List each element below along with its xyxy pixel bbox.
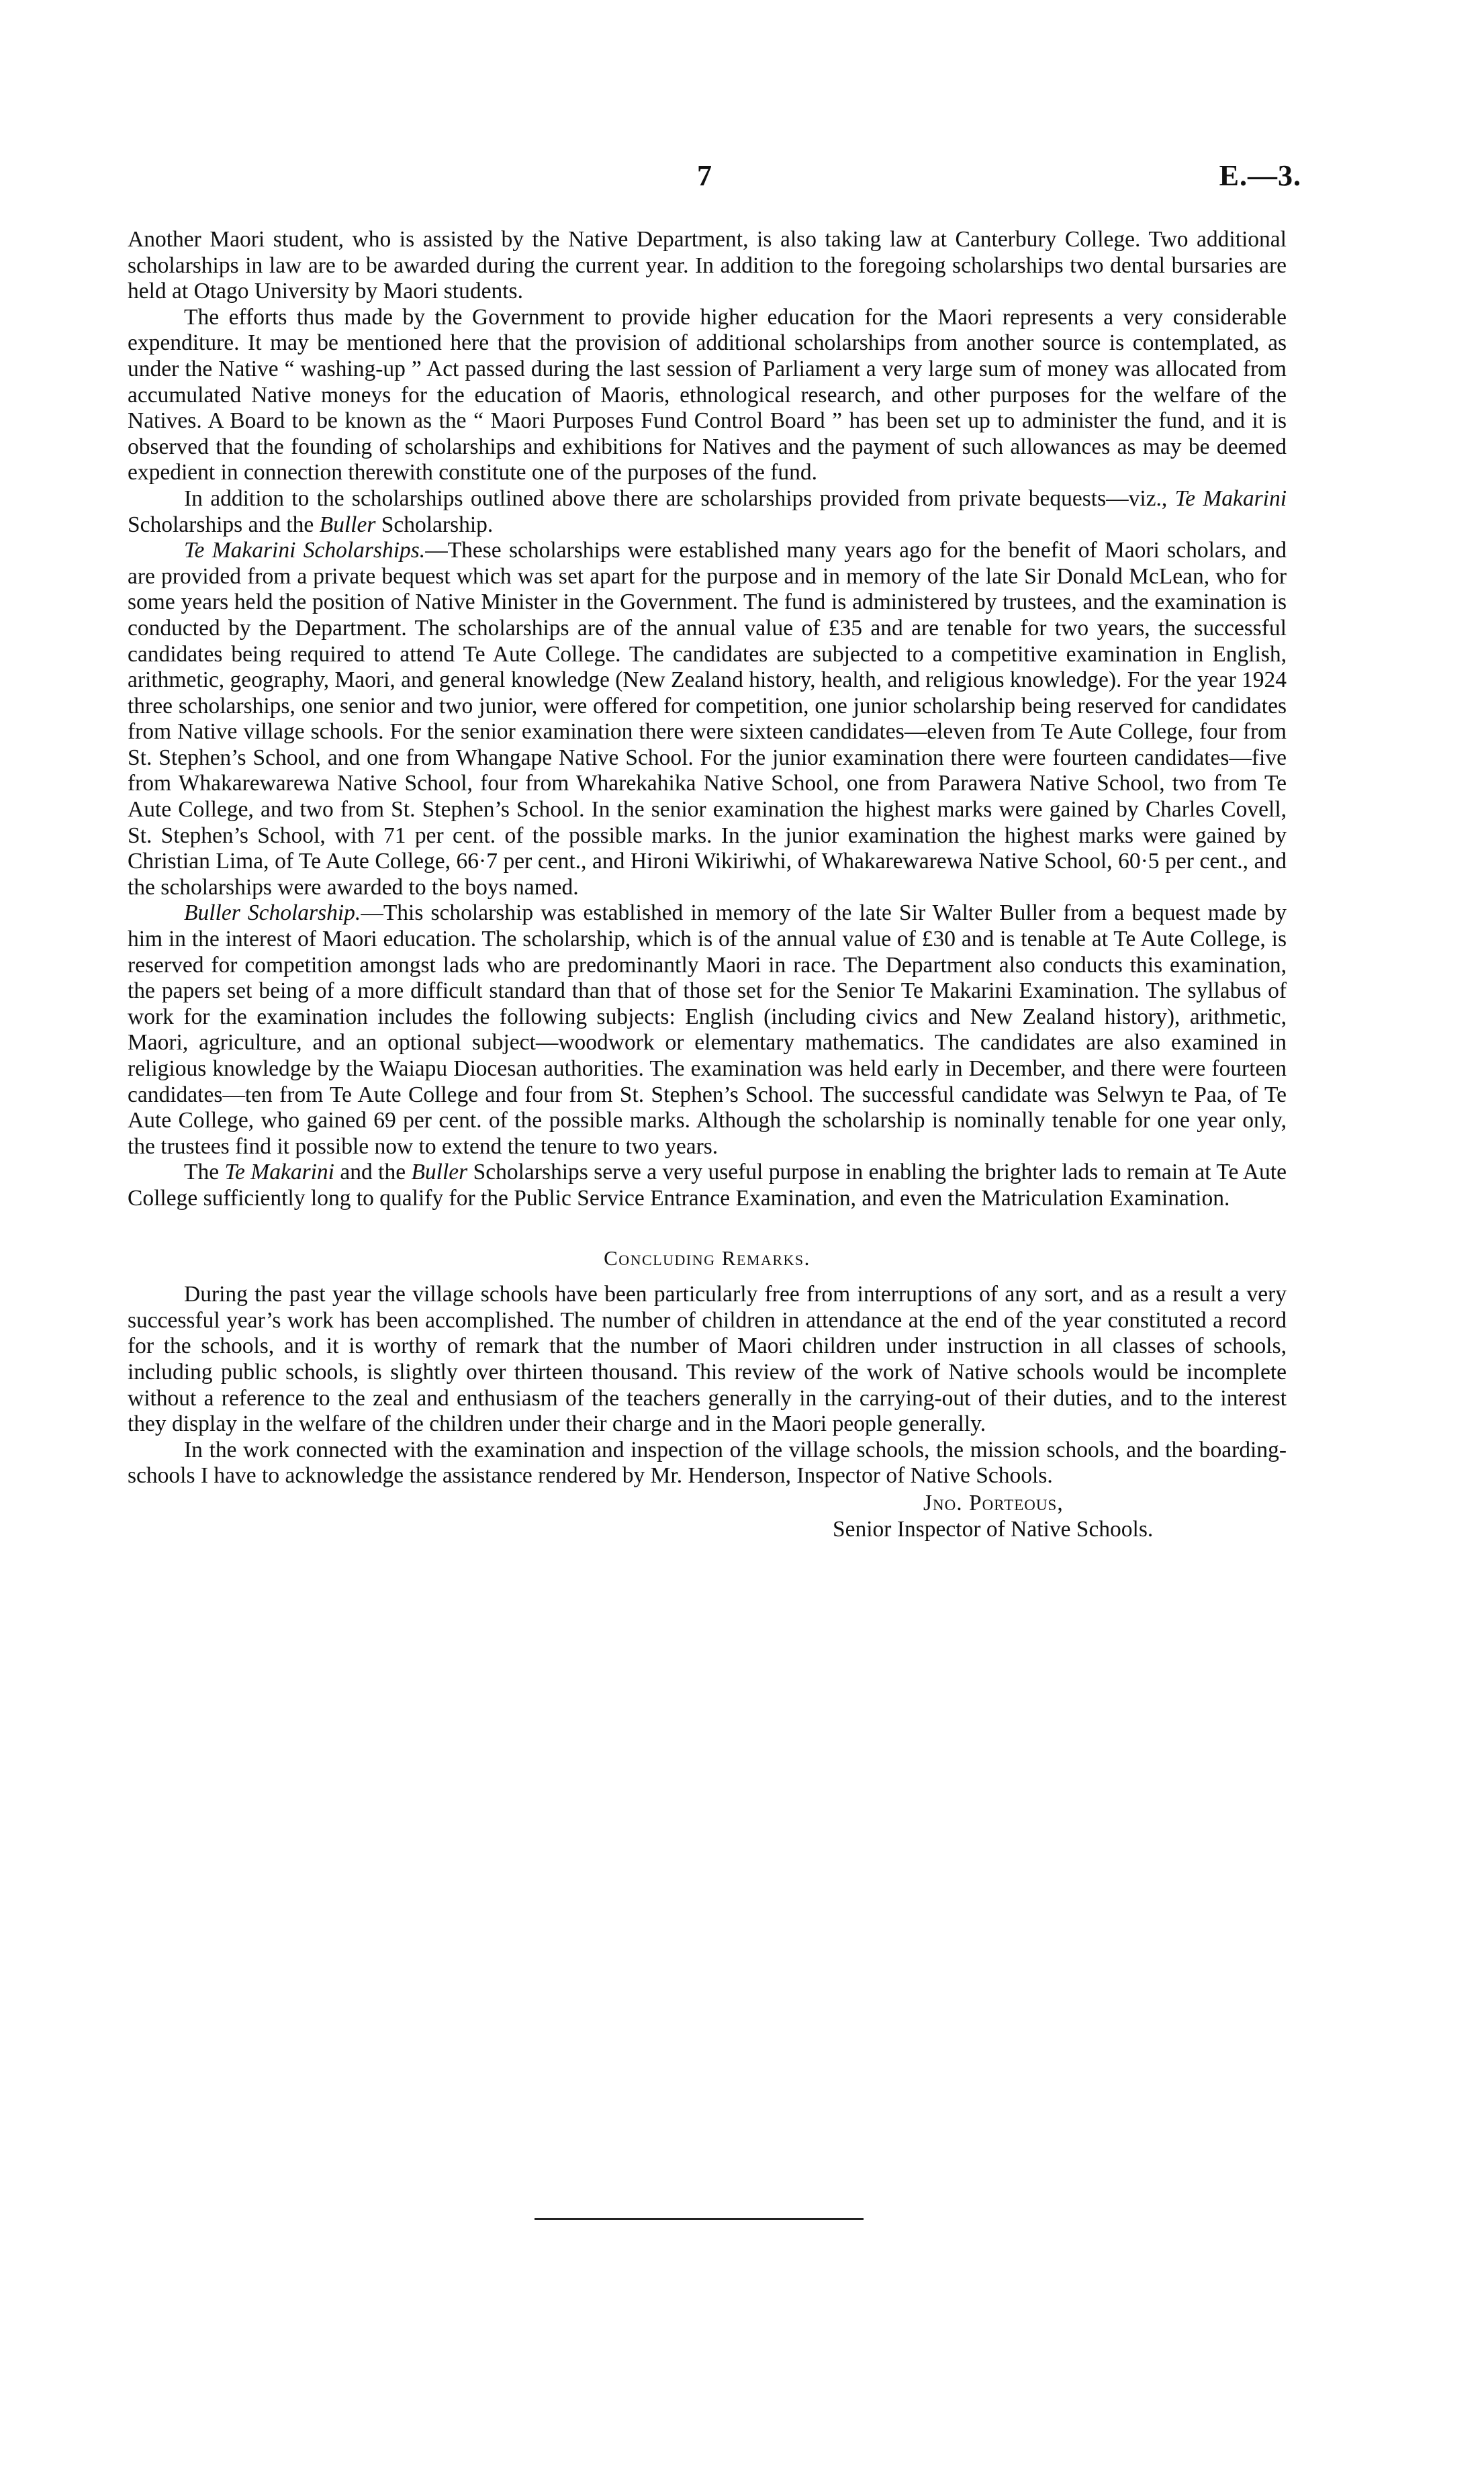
italic-subheading: Buller Scholarship. [184,900,361,926]
paragraph-text: —These scholarships were established many years ago for the benefit of Maori scholars, and are provided from a private bequest which was set apart for the purpose and in memory of the late Sir Donald McLean, who for some years held the position of Native Minister in the Government. The fund is administered by trustees, and the examination is conducted by the Department. The scholarships are of the annual value of £35 and are tenable for two years, the successful candidates being required to attend Te Aute College. The candidates are subjected to a competitive examination in English, arithmetic, geography, Maori, and general knowledge (New Zealand history, health, and religious knowledge). For the year 1924 three scholarships, one senior and two junior, were offered for competition, one junior scholarship being reserved for candidates from Native village schools. For the senior examination there were sixteen candidates—eleven from Te Aute College, four from St. Stephen’s School, and one from Whangape Native School. For the junior examination there were fourteen candidates—five from Whakarewarewa Native School, four from Wharekahika Native School, one from Parawera Native School, two from Te Aute College, and two from St. Stephen’s School. In the senior examination the highest marks were gained by Charles Covell, St. Stephen’s School, with 71 per cent. of the possible marks. In the junior examination the highest marks were gained by Christian Lima, of Te Aute College, 66·7 per cent., and Hironi Wikiriwhi, of Whakarewarewa Native School, 60·5 per cent., and the scholarships were awarded to the boys named. [128,538,1287,900]
paragraph-past-year: During the past year the village schools have been particularly free from interruptions of any sort, and as a result a very successful year’s work has been accomplished. The number of children in attendance at the end of the year constituted a record for the schools, and it is worthy of remark that the number of Maori children under instruction in all classes of schools, including public schools, is slightly over thirteen thousand. This review of the work of Native schools would be incomplete without a reference to the zeal and enthusiasm of the teachers generally in the carrying-out of their duties, and to the interest they display in the welfare of the children under their charge and in the Maori people generally. [128,1282,1287,1437]
paragraph-text: In addition to the scholarships outlined above there are scholarships provided from private bequests—viz., [184,485,1175,511]
section-heading: Concluding Remarks. [604,1246,810,1270]
paragraph-scholarships-purpose [128,1160,1287,1211]
paragraph-text: Scholarships and the [128,512,320,537]
paragraph-acknowledgement: In the work connected with the examination and inspection of the village schools, the mission schools, and the boarding-schools I have to acknowledge the assistance rendered by Mr. Henderson, Inspector of Native Schools. [128,1437,1287,1489]
italic-term: Te Makarini [1174,485,1287,511]
paragraph-maori-student: Another Maori student, who is assisted by the Native Department, is also taking law at Canterbury College. Two additional scholarships in law are to be awarded during the current year. In addition to the foregoing scholarships two dental bursaries are held at Otago University by Maori students. [128,227,1287,304]
paragraph-text: Scholarships serve a very useful purpose in enabling the brighter lads to remain at Te Aute College sufficiently long to qualify for the Public Service Entrance Examination, and even the Matriculation Examination. [128,1160,1287,1211]
paragraph-government-efforts: The efforts thus made by the Government to provide higher education for the Maori represents a very considerable expenditure. It may be mentioned here that the provision of additional scholarships from another source is contemplated, as under the Native “ washing-up ” Act passed during the last session of Parliament a very large sum of money was allocated from accumulated Native moneys for the education of Maoris, ethnological research, and other purposes for the welfare of the Natives. A Board to be known as the “ Maori Purposes Fund Control Board ” has been set up to administer the fund, and it is observed that the founding of scholarships and exhibitions for Natives and the payment of such allowances as may be deemed expedient in connection therewith constitute one of the purposes of the fund. [128,304,1287,485]
paragraph-text: —This scholarship was established in memory of the late Sir Walter Buller from a bequest made by him in the interest of Maori education. The scholarship, which is of the annual value of £30 and is tenable at Te Aute College, is reserved for competition amongst lads who are predominantly Maori in race. The Department also conducts this examination, the papers set being of a more difficult standard than that of those set for the Senior Te Makarini Examination. The syllabus of work for the examination includes the following subjects: English (including civics and New Zealand history), arithmetic, Maori, agriculture, and an optional subject—woodwork or elementary mathematics. The candidates are also examined in religious knowledge by the Waiapu Diocesan authorities. The examination was held early in December, and there were fourteen candidates—ten from Te Aute College and four from St. Stephen’s School. The successful candidate was Selwyn te Paa, of Te Aute College, who gained 69 per cent. of the possible marks. Although the scholarship is nominally tenable for one year only, the trustees find it possible now to extend the tenure to two years. [128,900,1287,1159]
page-header [0,158,1484,199]
body-text [128,227,1287,1542]
paragraph-text: Scholarship. [375,512,494,537]
paragraph-private-bequests [128,486,1287,538]
paragraph-text: and the [334,1160,412,1185]
signature-title: Senior Inspector of Native Schools. [833,1516,1154,1542]
paragraph-text: The [184,1160,225,1185]
italic-subheading: Te Makarini Scholarships. [184,538,426,563]
signature-name: Jno. Porteous, [923,1490,1064,1515]
italic-term: Buller [319,512,376,537]
signature-block [128,1491,1287,1542]
document-code: E.—3. [1219,159,1301,192]
italic-term: Buller [411,1160,468,1185]
paragraph-te-makarini-scholarships [128,538,1287,900]
closing-rule [535,2218,864,2220]
page-number: 7 [697,159,712,192]
italic-term: Te Makarini [224,1160,334,1185]
paragraph-buller-scholarship [128,900,1287,1160]
